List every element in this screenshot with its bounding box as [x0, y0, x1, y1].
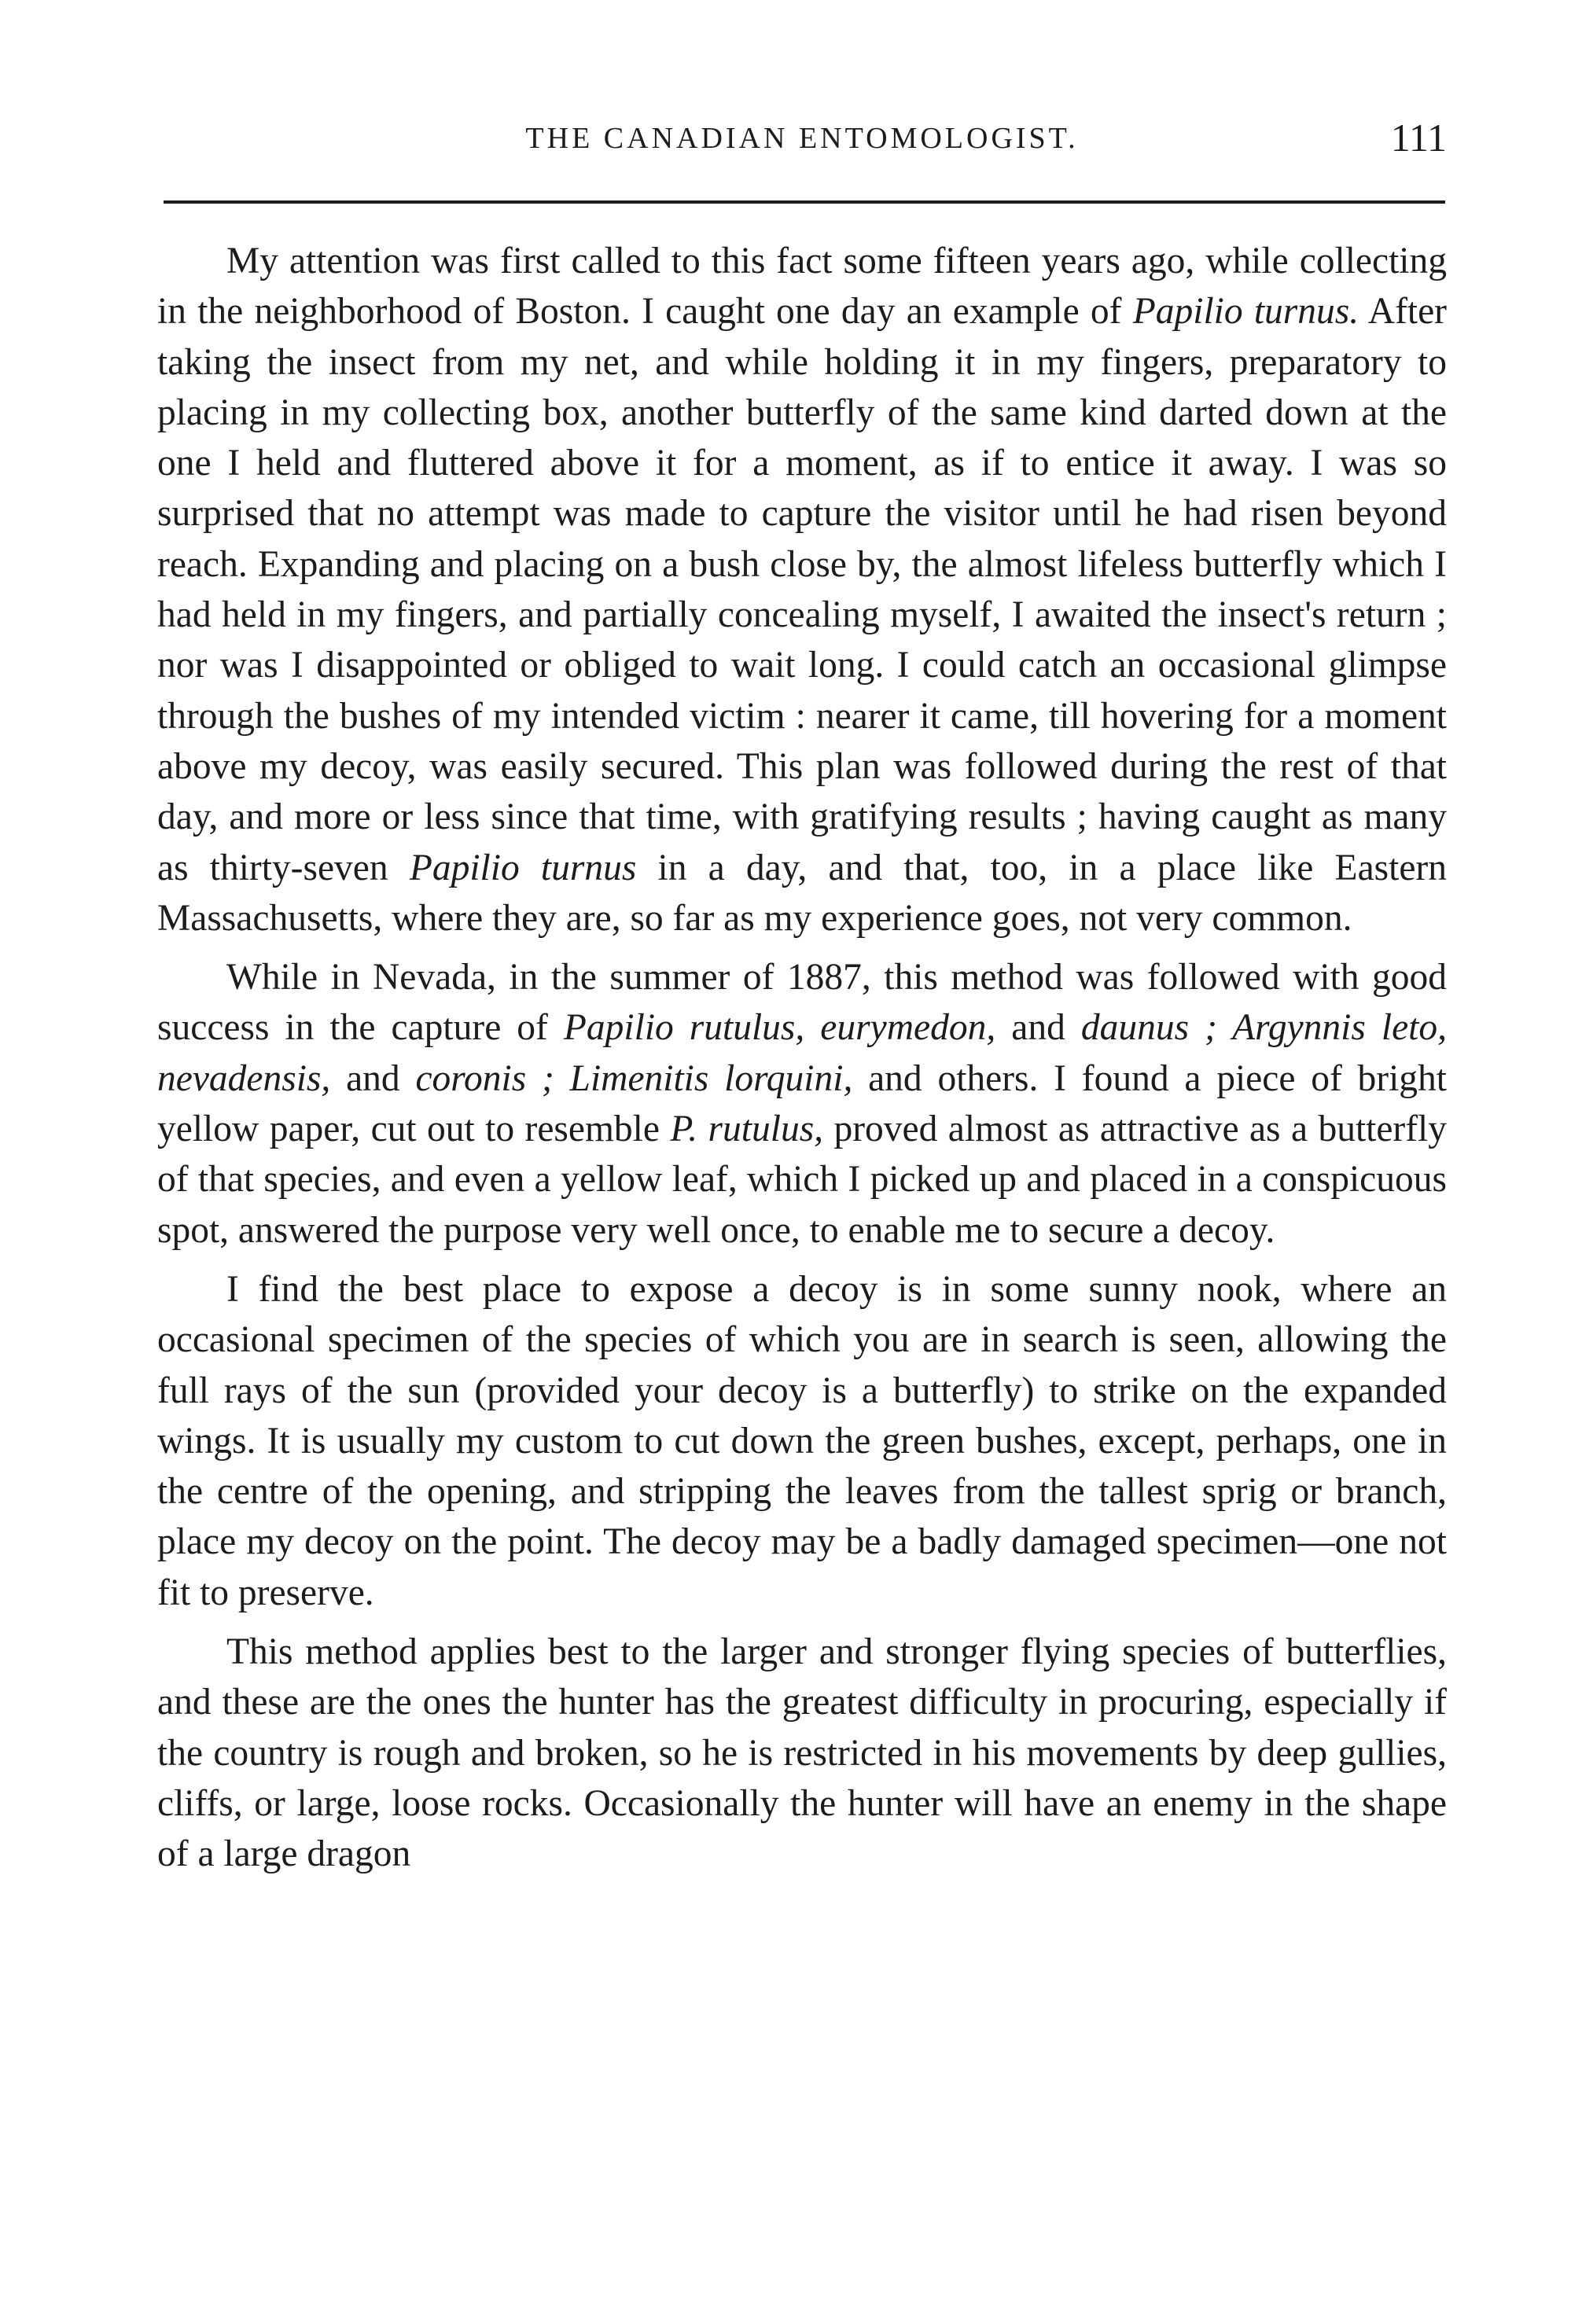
paragraph-4 — [157, 1627, 1447, 1879]
p1-species-1: Papilio turnus. — [1132, 291, 1359, 333]
running-head — [157, 115, 1447, 162]
paragraph-2 — [157, 952, 1447, 1256]
p4-text-1: This method applies best to the larger and stronger flying species of butterflies, and these are the ones the hunter has the greatest difficulty in procuring, especially if the country is rough and broken, so he is restricted in his movements by deep gullies, cliffs, or large, loose rocks. Occasionally the hunter will have an enemy in the shape of a large dragon — [157, 1631, 1447, 1875]
page-number: 111 — [1390, 116, 1447, 160]
journal-title: THE CANADIAN ENTOMOLOGIST. — [525, 122, 1079, 155]
p2-text-5: proved almost as attractive as a butterfly of that species, and even a yellow leaf, which I picked up and placed in a conspicuous spot, answered the purpose very well once, to enable me to secure a decoy. — [157, 1109, 1448, 1251]
p2-species-4: P. rutulus, — [670, 1109, 824, 1150]
p1-text-2: After taking the insect from my net, and while holding it in my fingers, preparatory to placing in my collecting box, another butterfly of the same kind darted down at the one I held and fluttered above it for a moment, as if to entice it away. I was so surprised that no attempt was made to capture the visitor until he had risen beyond reach. Expanding and placing on a bush close by, the almost lifeless butterfly which I had held in my fingers, and partially concealing myself, I awaited the insect's return ; nor was I disappointed or obliged to wait long. I could catch an occasional glimpse through the bushes of my intended victim : nearer it came, till hovering for a moment above my decoy, was easily secured. This plan was followed during the rest of that day, and more or less since that time, with gratifying results ; having caught as many as thirty-seven — [157, 291, 1447, 888]
p3-text-1: I find the best place to expose a decoy is in some sunny nook, where an occasional specimen of the species of which you are in search is seen, allowing the full rays of the sun (provided your decoy is a butterfly) to strike on the expanded wings. It is usually my custom to cut down the green bushes, except, perhaps, one in the centre of the opening, and stripping the leaves from the tallest sprig or branch, place my decoy on the point. The decoy may be a badly damaged specimen—one not fit to preserve. — [157, 1268, 1447, 1613]
p1-text-1: My attention was first called to this fact some fifteen years ago, while collecting in the neighborhood of Boston. I caught one day an example of — [157, 241, 1447, 333]
p2-species-1: Papilio rutulus, eurymedon, — [563, 1007, 996, 1049]
p2-text-3: and — [330, 1057, 416, 1099]
body-text — [157, 236, 1447, 1888]
paragraph-3 — [157, 1264, 1447, 1618]
paragraph-1 — [157, 236, 1447, 943]
p2-text-4: and others. I found a piece of bright yellow paper, cut out to resemble — [157, 1057, 1447, 1150]
header-rule — [164, 200, 1445, 204]
p2-text-2: and — [995, 1007, 1081, 1049]
p2-species-3: coronis ; Limenitis lorquini, — [415, 1057, 853, 1099]
p2-species-2: daunus ; Argynnis leto, nevadensis, — [157, 1007, 1447, 1099]
p1-text-3: in a day, and that, too, in a place like Eastern Massachusetts, where they are, so far as my experience goes, not very common. — [157, 847, 1447, 939]
p2-text-1: While in Nevada, in the summer of 1887, this method was followed with good success in the capture of — [157, 957, 1447, 1049]
p1-species-2: Papilio turnus — [409, 847, 637, 888]
